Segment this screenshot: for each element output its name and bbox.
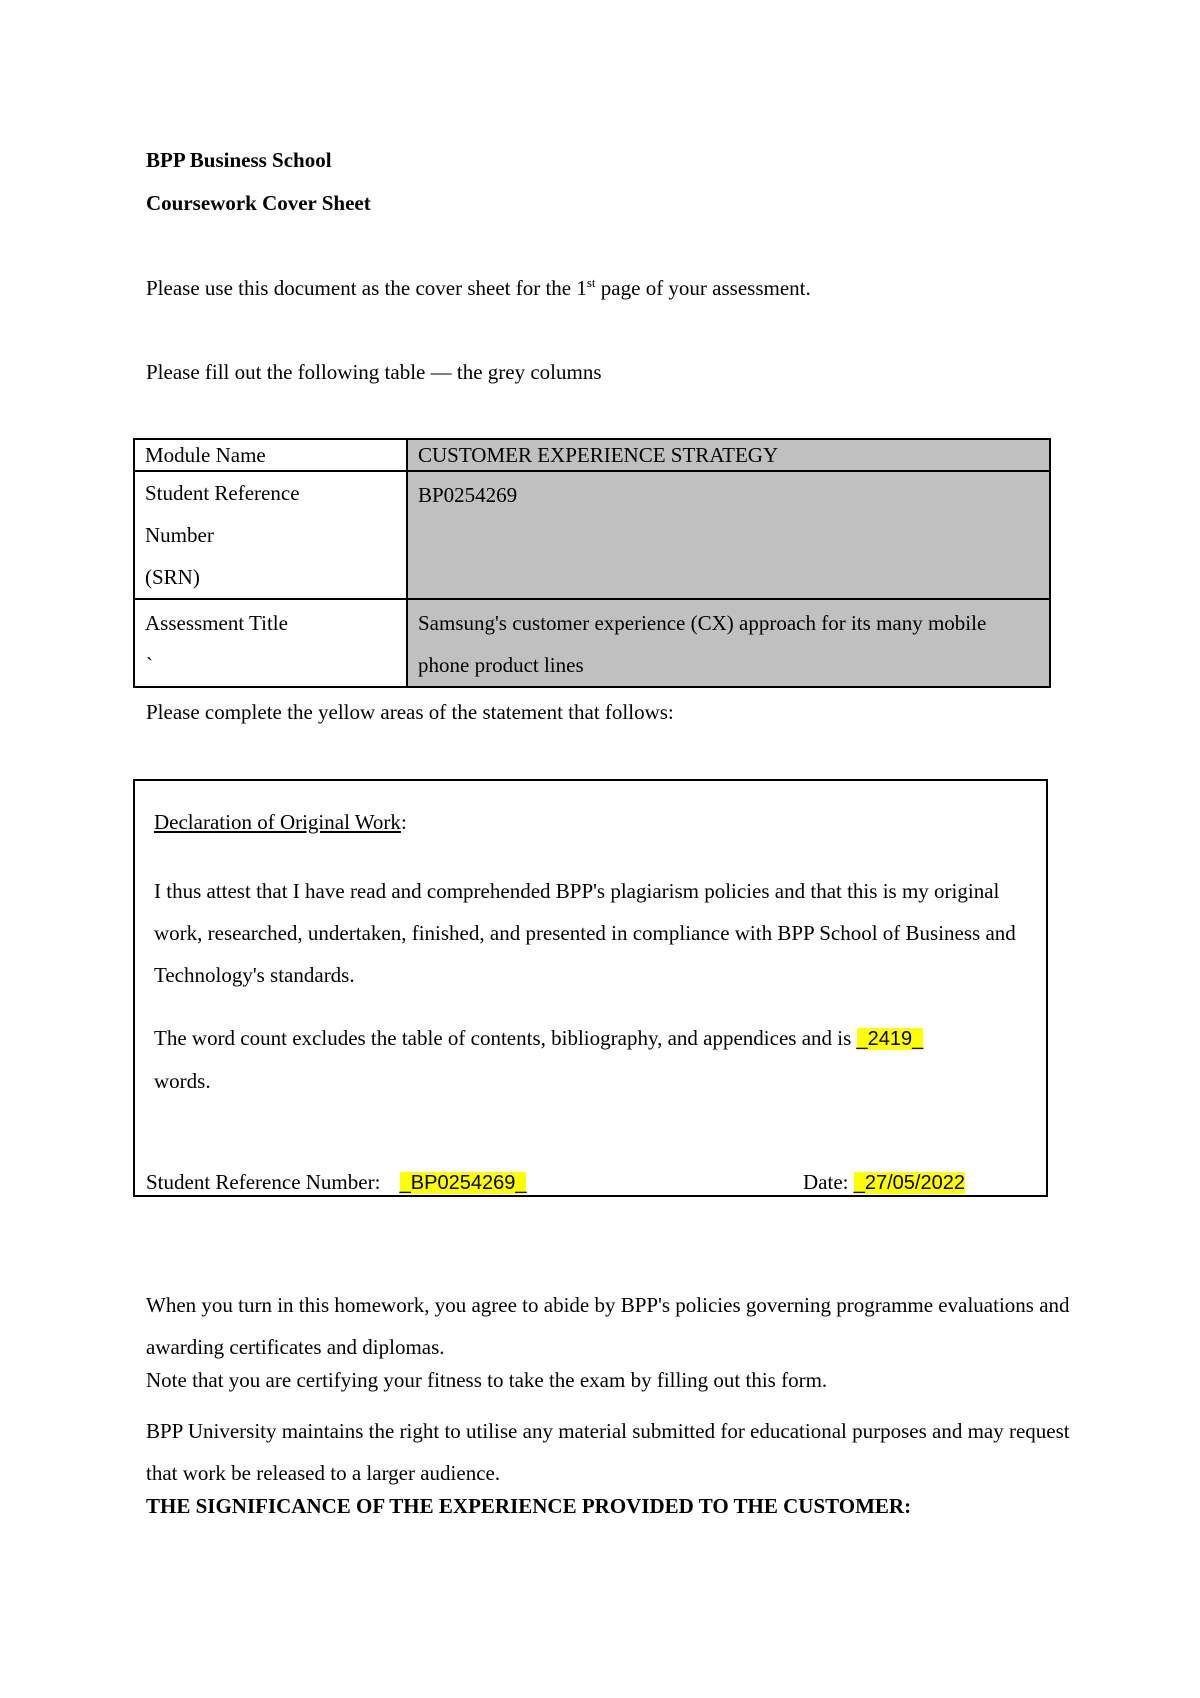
table-row-module (134, 439, 1050, 471)
cover-instruction-sup: st (586, 275, 596, 290)
cover-instruction-post: page of your assessment. (595, 276, 811, 300)
module-name-label: Module Name (134, 439, 407, 471)
srn-label-line3: (SRN) (145, 565, 200, 589)
wordcount-field[interactable]: _2419_ (856, 1028, 924, 1050)
table-row-title (134, 599, 1050, 687)
fill-table-instruction: Please fill out the following table — the grey columns (146, 360, 602, 384)
declaration-srn-line (146, 1170, 526, 1195)
table-row-srn (134, 471, 1050, 599)
fitness-paragraph: Note that you are certifying your fitness to take the exam by filling out this form. (146, 1368, 828, 1392)
srn-value[interactable]: BP0254269 (407, 471, 1050, 599)
complete-yellow-instruction: Please complete the yellow areas of the statement that follows: (146, 700, 674, 724)
module-name-value[interactable]: CUSTOMER EXPERIENCE STRATEGY (407, 439, 1050, 471)
cover-instruction (146, 276, 811, 301)
sheet-title: Coursework Cover Sheet (146, 191, 371, 215)
assessment-title-label: Assessment Title (134, 599, 407, 687)
wordcount-pre: The word count excludes the table of contents, bibliography, and appendices and is (154, 1026, 857, 1050)
declaration-heading (154, 810, 407, 835)
declaration-date-label: Date: (803, 1170, 854, 1194)
declaration-srn-label: Student Reference Number: (146, 1170, 386, 1194)
srn-label-line2: Number (145, 523, 214, 547)
school-name: BPP Business School (146, 148, 332, 172)
declaration-srn-field[interactable]: _BP0254269_ (399, 1172, 527, 1194)
stray-backtick: ` (146, 653, 153, 677)
srn-label (134, 471, 407, 599)
agree-paragraph: When you turn in this homework, you agree to abide by BPP's policies governing programme evaluations and awarding certificates and diplomas. (146, 1293, 1070, 1359)
declaration-attest: I thus attest that I have read and comprehended BPP's plagiarism policies and that this is my original work, researched, undertaken, finished, and presented in compliance with BPP School of Business and Technology's standards. (154, 879, 1016, 987)
declaration-heading-colon: : (400, 810, 407, 834)
wordcount-post: words. (154, 1069, 211, 1093)
rights-paragraph: BPP University maintains the right to utilise any material submitted for educational purposes and may request that work be released to a larger audience. (146, 1419, 1070, 1485)
declaration-date-field[interactable]: _27/05/2022 (853, 1172, 965, 1194)
srn-label-line1: Student Reference (145, 481, 300, 505)
assessment-title-value[interactable]: Samsung's customer experience (CX) approach for its many mobile phone product lines (407, 599, 1050, 687)
declaration-heading-text: Declaration of Original Work (154, 810, 401, 834)
significance-heading: THE SIGNIFICANCE OF THE EXPERIENCE PROVIDED TO THE CUSTOMER: (146, 1494, 912, 1518)
declaration-wordcount (154, 1017, 1034, 1102)
cover-instruction-pre: Please use this document as the cover sheet for the 1 (146, 276, 587, 300)
assessment-info-table (133, 438, 1051, 688)
declaration-date-line (803, 1170, 965, 1195)
